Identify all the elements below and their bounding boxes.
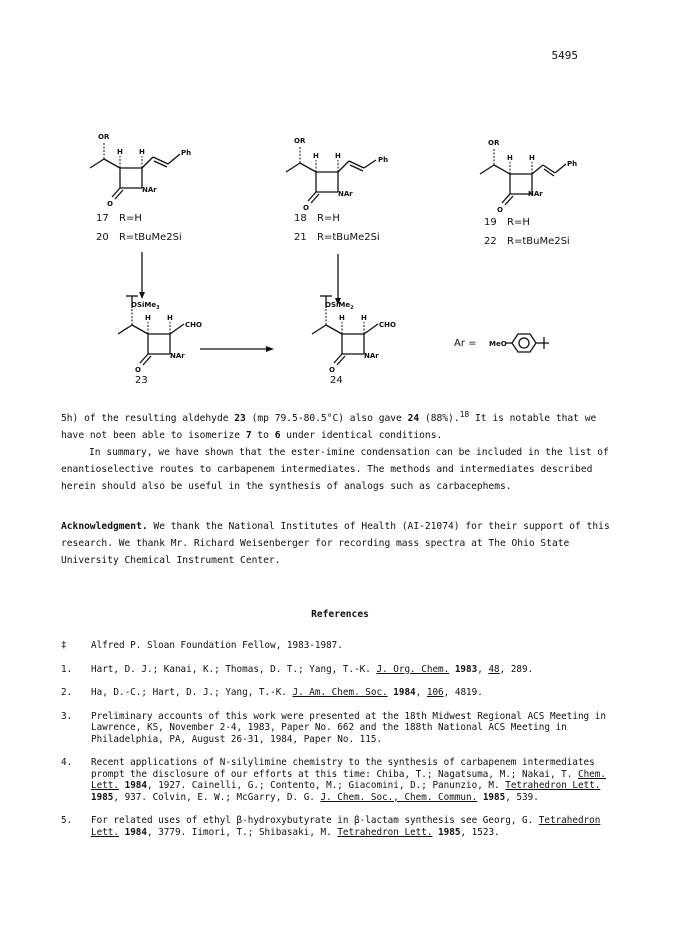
svg-text:H: H: [507, 154, 513, 162]
ar-aryl-group: [489, 334, 549, 352]
compound-number-18: 18: [294, 213, 307, 224]
svg-text:OR: OR: [294, 137, 306, 145]
compound-label-20: R=tBuMe2Si: [119, 232, 182, 243]
svg-text:CHO: CHO: [185, 321, 202, 329]
compound-number-19: 19: [484, 217, 497, 228]
osime3-label-23: OSiMe$_3$: [131, 301, 160, 311]
compound-label-21: R=tBuMe2Si: [317, 232, 380, 243]
chemical-structures-scheme: [0, 0, 680, 400]
svg-text:H: H: [361, 314, 367, 322]
svg-text:Ph: Ph: [378, 156, 389, 164]
acknowledgment: Acknowledgment. We thank the National Institutes of Health (AI-21074) for their support of this research. We thank Mr. Richard Weisenberger for recording mass spectra at The Ohio State University Chemical Instrument Center.: [61, 521, 610, 566]
compound-number-20: 20: [96, 232, 109, 243]
compound-number-22: 22: [484, 236, 497, 247]
svg-text:H: H: [339, 314, 345, 322]
svg-text:Ph: Ph: [567, 160, 578, 168]
structure-19: [480, 139, 577, 214]
acknowledgment-heading: Acknowledgment.: [61, 521, 148, 532]
reference-item: 1. Hart, D. J.; Kanai, K.; Thomas, D. T.; Yang, T.-K. J. Org. Chem. 1983, 48, 289.: [61, 663, 534, 675]
structure-24: [312, 296, 396, 374]
svg-text:NAr: NAr: [364, 352, 379, 360]
references-list: [61, 640, 621, 850]
svg-text:O: O: [135, 366, 141, 374]
svg-text:O: O: [329, 366, 335, 374]
svg-text:O: O: [107, 200, 113, 208]
compound-number-17: 17: [96, 213, 109, 224]
svg-text:H: H: [139, 148, 145, 156]
osime2-label-24: OSiMe$_2$: [325, 301, 354, 311]
compound-number-21: 21: [294, 232, 307, 243]
page-number: 5495: [551, 49, 578, 62]
svg-text:H: H: [529, 154, 535, 162]
compound-label-17: R=H: [119, 213, 142, 224]
compound-label-19: R=H: [507, 217, 530, 228]
structure-18: [286, 137, 388, 212]
svg-text:MeO: MeO: [489, 340, 507, 348]
compound-label-18: R=H: [317, 213, 340, 224]
structure-17: [90, 133, 191, 208]
reference-item: ‡ Alfred P. Sloan Foundation Fellow, 1983-1987.: [61, 640, 343, 651]
svg-text:O: O: [497, 206, 503, 214]
svg-text:H: H: [335, 152, 341, 160]
reference-item: 3. Preliminary accounts of this work were presented at the 18th Midwest Regional ACS Meeting in Lawrence, KS, November 2-4, 1983, Paper No. 662 and the 188th National ACS Meeting in Philadelphia, PA, August 26-31, 1984, Paper No. 115.: [61, 710, 606, 745]
compound-number-23: 23: [135, 375, 148, 386]
svg-text:NAr: NAr: [170, 352, 185, 360]
svg-text:OR: OR: [98, 133, 110, 141]
svg-text:NAr: NAr: [142, 186, 157, 194]
svg-text:Ph: Ph: [181, 149, 192, 157]
references-heading: References: [311, 609, 369, 620]
svg-text:H: H: [167, 314, 173, 322]
structure-23: [118, 296, 202, 374]
reference-item: 5. For related uses of ethyl β-hydroxybutyrate in β-lactam synthesis see Georg, G. Tetrahedron Lett. 1984, 3779. Iimori, T.; Shibasaki, M. Tetrahedron Lett. 1985, 1523.: [61, 815, 601, 838]
svg-text:NAr: NAr: [338, 190, 353, 198]
svg-text:OR: OR: [488, 139, 500, 147]
reference-item: 2. Ha, D.-C.; Hart, D. J.; Yang, T.-K. J. Am. Chem. Soc. 1984, 106, 4819.: [61, 687, 483, 698]
ar-definition-label: Ar =: [454, 338, 477, 349]
compound-label-22: R=tBuMe2Si: [507, 236, 570, 247]
svg-text:H: H: [313, 152, 319, 160]
svg-text:H: H: [145, 314, 151, 322]
compound-number-24: 24: [330, 375, 343, 386]
reference-item: 4. Recent applications of N-silylimine chemistry to the synthesis of carbapenem intermediates prompt the disclosure of our efforts at this time: Chiba, T.; Nagatsuma, M.; Nakai, T. Chem. Lett. 1984, 1927. Cainelli, G.; Contento, M.; Giacomini, D.; Panunzio, M. Tetrahedron Lett. 1985, 937. Colvin, E. W.; McGarry, D. G. J. Chem. Soc., Chem. Commun. 1985, 539.: [61, 757, 606, 803]
svg-text:CHO: CHO: [379, 321, 396, 329]
paragraph-summary: In summary, we have shown that the ester-imine condensation can be included in the list of enantioselective routes to carbapenem intermediates. The methods and intermediates described herein should also be useful in the synthesis of analogs such as carbacephems.: [61, 447, 609, 493]
svg-text:NAr: NAr: [528, 190, 543, 198]
svg-text:H: H: [117, 148, 123, 156]
paragraph-intro: 5h) of the resulting aldehyde 23 (mp 79.5-80.5°C) also gave 24 (88%).$^{18}$ It is notable that we have not been able to isomerize 7 to 6 under identical conditions. In summary, we have shown that the ester-imine condensation can be included in the list of enantioselective routes to carbapenem intermediates. The methods and intermediates described herein should also be useful in the synthesis of analogs such as carbacephems.: [61, 406, 613, 495]
svg-text:O: O: [303, 204, 309, 212]
